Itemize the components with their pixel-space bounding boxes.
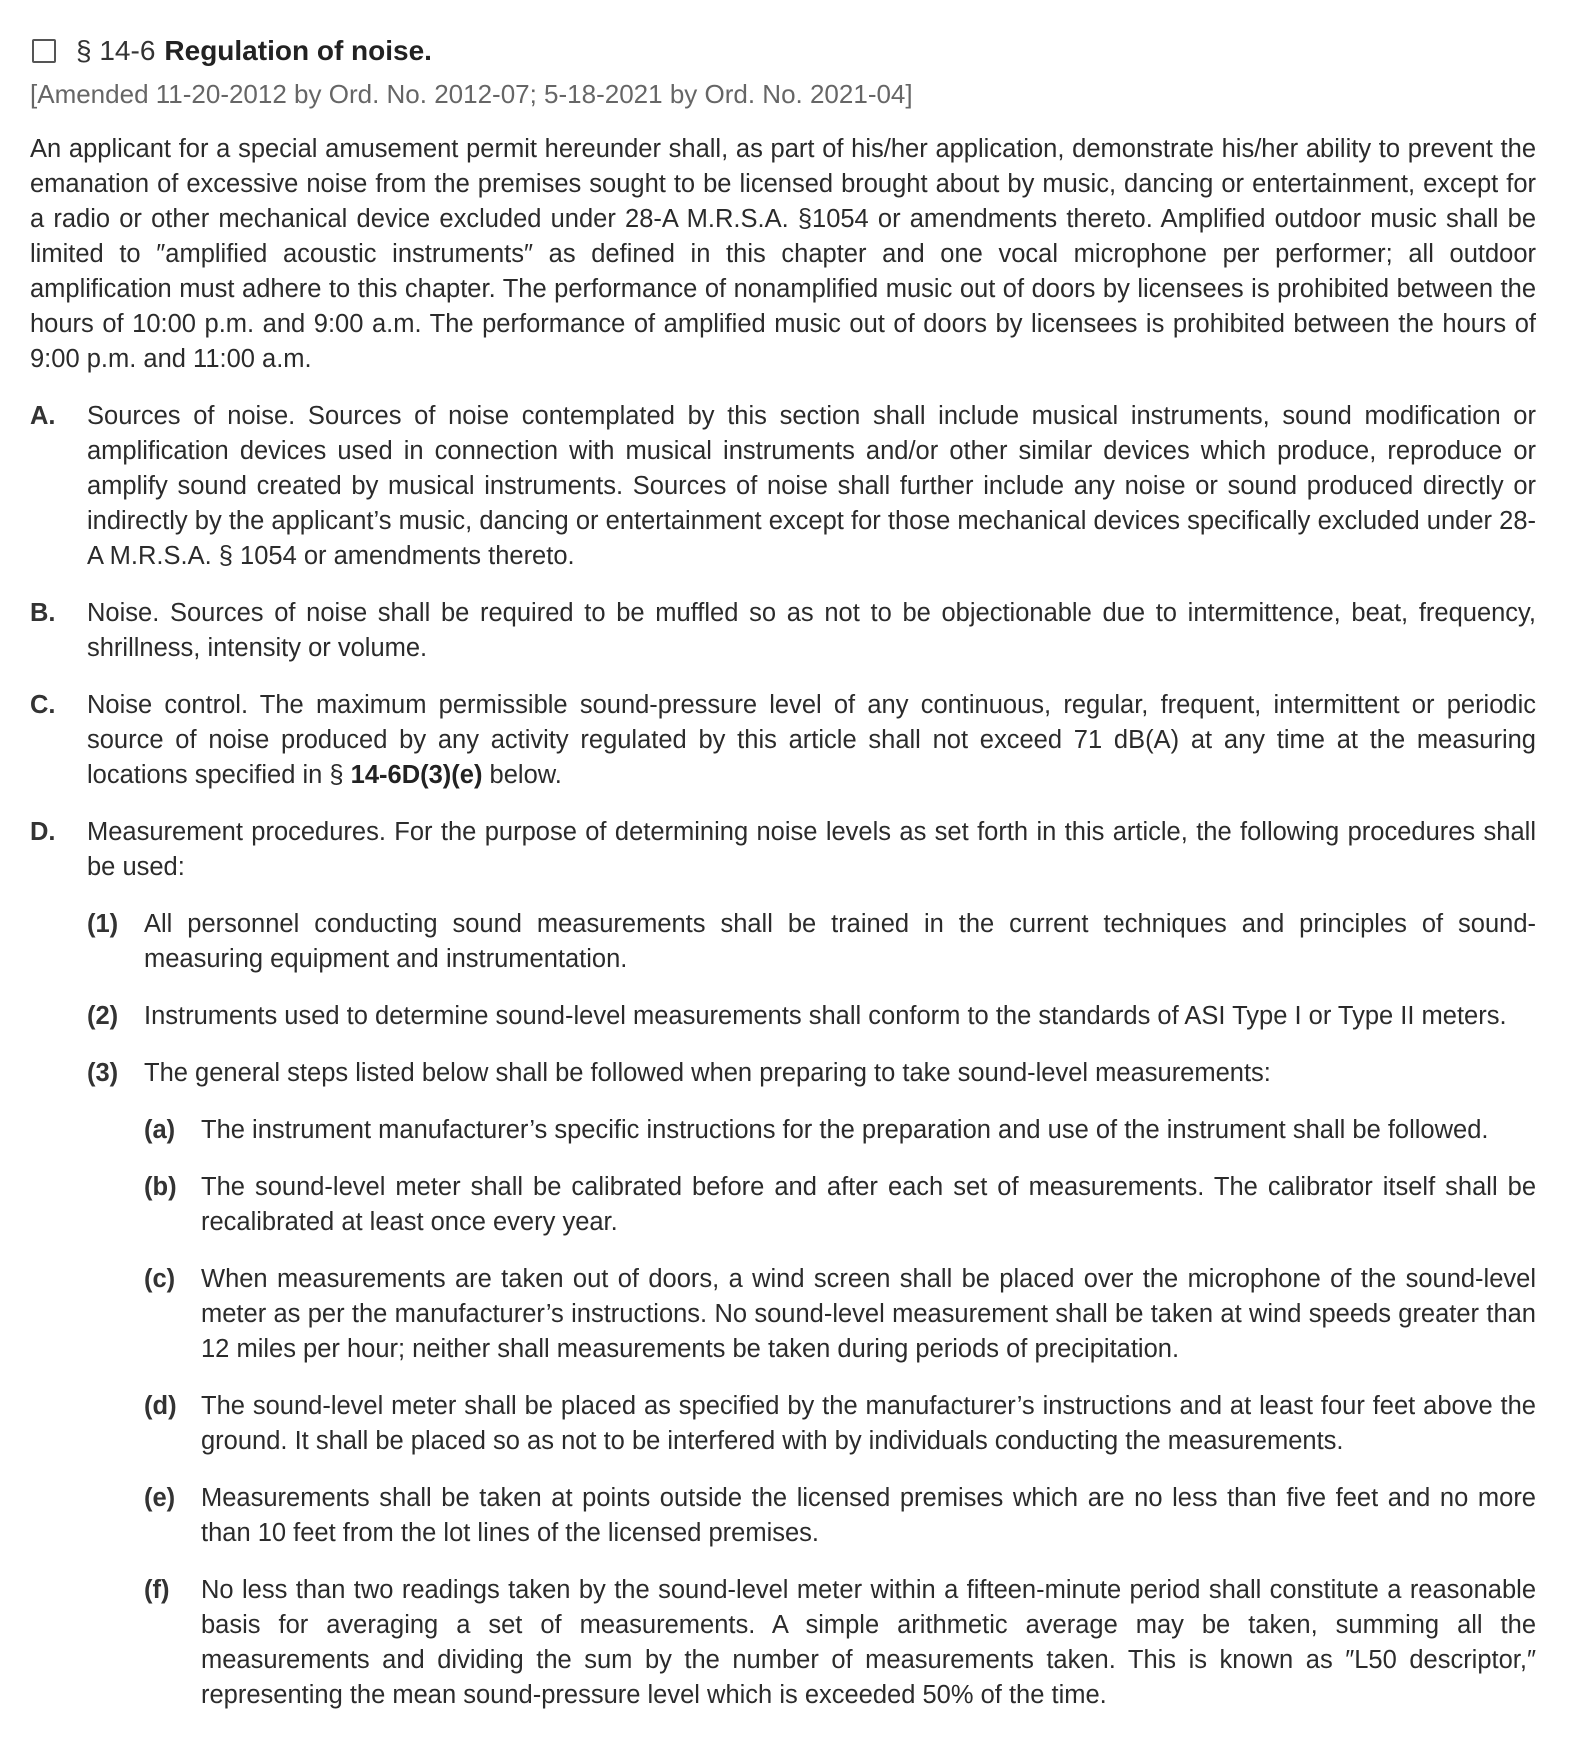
subparagraph-label: (c) bbox=[144, 1265, 176, 1293]
subparagraph-text: When measurements are taken out of doors, a wind screen shall be placed over the microphone of the sound-level meter as per the manufacturer’s instructions. No sound-level measurement shall be taken at wind speeds greater than 12 miles per hour; neither shall measurements be taken during periods of precipitation. bbox=[201, 1265, 1536, 1363]
subparagraph-text: No less than two readings taken by the sound-level meter within a fifteen-minute period shall constitute a reasonable basis for averaging a set of measurements. A simple arithmetic average may be taken, summing all the measurements and dividing the sum by the number of measurements taken. This is known as ″L50 descriptor,″ representing the mean sound-pressure level which is exceeded 50% of the time. bbox=[201, 1576, 1536, 1709]
subparagraph-text: The sound-level meter shall be placed as specified by the manufacturer’s instructions and at least four feet above the ground. It shall be placed so as not to be interfered with by individuals conducting the measurements. bbox=[201, 1392, 1536, 1455]
subparagraph-f bbox=[30, 1573, 1536, 1713]
subparagraph-label: (d) bbox=[144, 1392, 177, 1420]
subparagraph-label: (f) bbox=[144, 1576, 170, 1604]
subparagraph-label: (b) bbox=[144, 1173, 177, 1201]
subparagraph-d bbox=[30, 1389, 1536, 1459]
subsection-text-after-ref: below. bbox=[482, 761, 562, 789]
section-number: § 14-6 bbox=[76, 35, 156, 66]
amendment-history: [Amended 11-20-2012 by Ord. No. 2012-07; 5-18-2021 by Ord. No. 2021-04] bbox=[30, 79, 913, 109]
cross-reference-link[interactable]: 14-6D(3)(e) bbox=[350, 761, 483, 789]
subparagraph-text: The instrument manufacturer’s specific instructions for the preparation and use of the instrument shall be followed. bbox=[201, 1116, 1489, 1144]
subsection-label: C. bbox=[30, 691, 56, 719]
subsection-text: Noise. Sources of noise shall be required to be muffled so as not to be objectionable due to intermittence, beat, frequency, shrillness, intensity or volume. bbox=[87, 599, 1536, 662]
paragraph-d2 bbox=[30, 999, 1536, 1034]
subsection-text: Measurement procedures. For the purpose of determining noise levels as set forth in this article, the following procedures shall be used: bbox=[87, 818, 1536, 881]
subsection-text-before-ref: Noise control. The maximum permissible sound-pressure level of any continuous, regular, frequent, intermittent or periodic source of noise produced by any activity regulated by this article shall not exceed 71 dB(A) at any time at the measuring locations specified in § bbox=[87, 691, 1536, 789]
subparagraph-text: Measurements shall be taken at points outside the licensed premises which are no less than five feet and no more than 10 feet from the lot lines of the licensed premises. bbox=[201, 1484, 1536, 1547]
intro-paragraph: An applicant for a special amusement permit hereunder shall, as part of his/her application, demonstrate his/her ability to prevent the emanation of excessive noise from the premises sought to be licensed brought about by music, dancing or entertainment, except for a radio or other mechanical device excluded under 28-A M.R.S.A. §1054 or amendments thereto. Amplified outdoor music shall be limited to ″amplified acoustic instruments″ as defined in this chapter and one vocal microphone per performer; all outdoor amplification must adhere to this chapter. The performance of nonamplified music out of doors by licensees is prohibited between the hours of 10:00 p.m. and 9:00 a.m. The performance of amplified music out of doors by licensees is prohibited between the hours of 9:00 p.m. and 11:00 a.m. bbox=[30, 135, 1536, 373]
subsection-d bbox=[30, 815, 1536, 885]
subparagraph-e bbox=[30, 1481, 1536, 1551]
subparagraph-a bbox=[30, 1113, 1536, 1148]
subparagraph-b bbox=[30, 1170, 1536, 1240]
subparagraph-label: (a) bbox=[144, 1116, 176, 1144]
section-header bbox=[30, 30, 1536, 72]
paragraph-d3 bbox=[30, 1056, 1536, 1091]
subsection-text bbox=[87, 688, 1536, 793]
paragraph-text: Instruments used to determine sound-level measurements shall conform to the standards of ASI Type I or Type II meters. bbox=[144, 1002, 1507, 1030]
paragraph-label: (2) bbox=[87, 1002, 119, 1030]
paragraph-d1 bbox=[30, 907, 1536, 977]
subsection-c bbox=[30, 688, 1536, 793]
subparagraph-label: (e) bbox=[144, 1484, 176, 1512]
subsection-text: Sources of noise. Sources of noise contemplated by this section shall include musical instruments, sound modification or amplification devices used in connection with musical instruments and/or other similar devices which produce, reproduce or amplify sound created by musical instruments. Sources of noise shall further include any noise or sound produced directly or indirectly by the applicant’s music, dancing or entertainment except for those mechanical devices specifically excluded under 28-A M.R.S.A. § 1054 or amendments thereto. bbox=[87, 402, 1536, 570]
subsection-label: D. bbox=[30, 818, 56, 846]
paragraph-label: (1) bbox=[87, 910, 119, 938]
subparagraph-c bbox=[30, 1262, 1536, 1367]
paragraph-label: (3) bbox=[87, 1059, 119, 1087]
subparagraph-text: The sound-level meter shall be calibrated before and after each set of measurements. The calibrator itself shall be recalibrated at least once every year. bbox=[201, 1173, 1536, 1236]
section-title: Regulation of noise. bbox=[164, 35, 432, 66]
subsection-label: A. bbox=[30, 402, 56, 430]
paragraph-text: All personnel conducting sound measurements shall be trained in the current techniques and principles of sound-measuring equipment and instrumentation. bbox=[144, 910, 1536, 973]
subsection-b bbox=[30, 596, 1536, 666]
select-section-checkbox[interactable] bbox=[32, 39, 56, 63]
paragraph-text: The general steps listed below shall be followed when preparing to take sound-level measurements: bbox=[144, 1059, 1271, 1087]
subsection-a bbox=[30, 399, 1536, 574]
subsection-label: B. bbox=[30, 599, 56, 627]
